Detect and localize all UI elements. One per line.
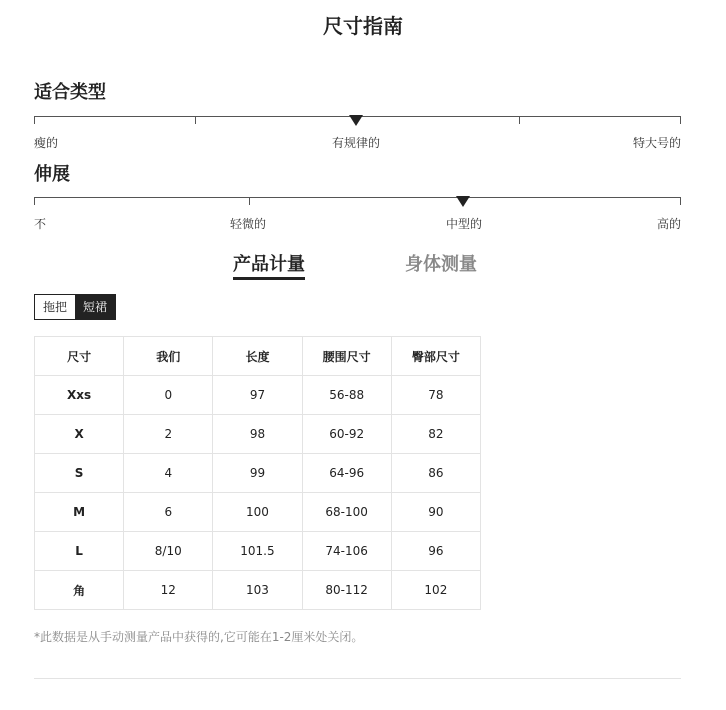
table-cell: 8/10 <box>124 532 213 571</box>
table-cell-size: Xxs <box>35 376 124 415</box>
stretch-label-high: 高的 <box>656 217 681 231</box>
table-cell: 78 <box>391 376 480 415</box>
measurement-tabs <box>0 250 726 280</box>
fit-label-oversized: 特大号的 <box>632 136 681 150</box>
column-header-hip: 臀部尺寸 <box>391 337 480 376</box>
table-cell: 56-88 <box>302 376 391 415</box>
table-row <box>35 376 481 415</box>
table-cell-size: 角 <box>35 571 124 610</box>
stretch-title: 伸展 <box>34 164 70 185</box>
table-cell: 6 <box>124 493 213 532</box>
page-title: 尺寸指南 <box>323 14 403 38</box>
table-cell: 96 <box>391 532 480 571</box>
column-header-waist: 腰围尺寸 <box>302 337 391 376</box>
table-cell: 68-100 <box>302 493 391 532</box>
table-cell-size: M <box>35 493 124 532</box>
table-row <box>35 454 481 493</box>
table-cell: 99 <box>213 454 302 493</box>
stretch-scale-tick <box>680 197 681 205</box>
stretch-scale-tick <box>34 197 35 205</box>
tab-product-measurements[interactable]: 产品计量 <box>233 250 305 280</box>
table-cell: 4 <box>124 454 213 493</box>
column-header-size: 尺寸 <box>35 337 124 376</box>
table-cell: 103 <box>213 571 302 610</box>
table-cell: 100 <box>213 493 302 532</box>
stretch-label-slight: 轻微的 <box>230 217 267 231</box>
table-cell: 82 <box>391 415 480 454</box>
toggle-option-skirt[interactable]: 短裙 <box>75 295 115 319</box>
table-cell: 97 <box>213 376 302 415</box>
fit-scale-tick <box>680 116 681 124</box>
stretch-label-none: 不 <box>34 217 47 231</box>
bottom-divider <box>34 678 681 679</box>
column-header-us: 我们 <box>124 337 213 376</box>
fit-label-slim: 瘦的 <box>34 136 59 150</box>
measurement-footnote: *此数据是从手动测量产品中获得的,它可能在1-2厘米处关闭。 <box>34 630 364 644</box>
table-row <box>35 532 481 571</box>
stretch-scale <box>34 197 681 237</box>
stretch-scale-bar <box>34 197 681 198</box>
tab-body-measurements[interactable]: 身体测量 <box>405 254 477 275</box>
column-header-length: 长度 <box>213 337 302 376</box>
fit-label-regular: 有规律的 <box>332 136 381 150</box>
table-cell: 102 <box>391 571 480 610</box>
fit-type-title: 适合类型 <box>34 82 106 103</box>
table-cell: 12 <box>124 571 213 610</box>
table-row <box>35 415 481 454</box>
table-cell: 64-96 <box>302 454 391 493</box>
table-row <box>35 493 481 532</box>
stretch-label-medium: 中型的 <box>446 217 483 231</box>
fit-type-scale <box>34 116 681 156</box>
size-table <box>34 336 481 610</box>
table-cell-size: X <box>35 415 124 454</box>
table-cell: 90 <box>391 493 480 532</box>
table-row <box>35 571 481 610</box>
table-cell-size: L <box>35 532 124 571</box>
table-cell: 86 <box>391 454 480 493</box>
table-cell: 101.5 <box>213 532 302 571</box>
toggle-option-mop[interactable]: 拖把 <box>35 295 75 319</box>
fit-selected-marker-icon <box>349 115 363 126</box>
table-cell-size: S <box>35 454 124 493</box>
table-cell: 98 <box>213 415 302 454</box>
table-cell: 0 <box>124 376 213 415</box>
table-cell: 2 <box>124 415 213 454</box>
stretch-scale-tick <box>249 197 250 205</box>
stretch-selected-marker-icon <box>456 196 470 207</box>
fit-scale-tick <box>195 116 196 124</box>
table-cell: 74-106 <box>302 532 391 571</box>
table-cell: 80-112 <box>302 571 391 610</box>
table-cell: 60-92 <box>302 415 391 454</box>
fit-scale-tick <box>519 116 520 124</box>
product-type-toggle <box>34 294 116 320</box>
fit-scale-tick <box>34 116 35 124</box>
table-header-row <box>35 337 481 376</box>
